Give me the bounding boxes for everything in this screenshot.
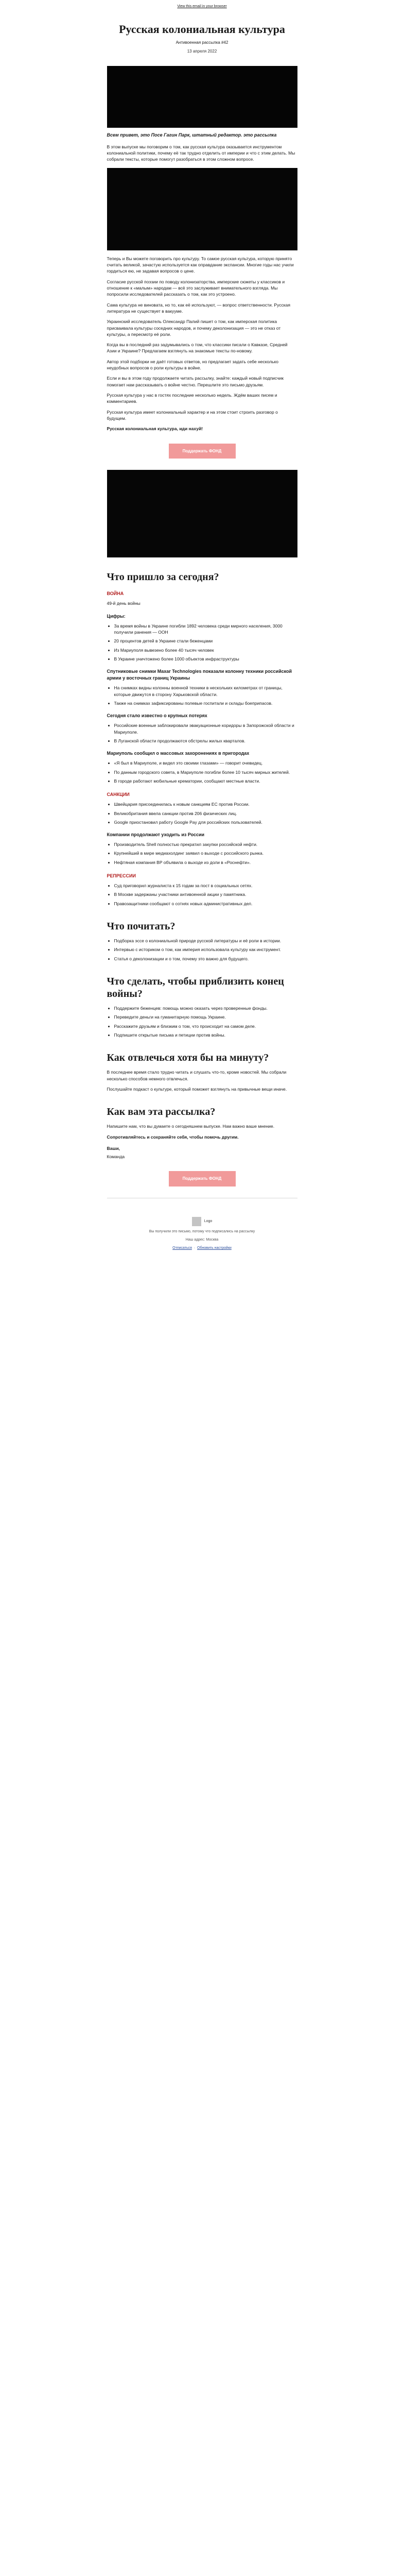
list-item: • Швейцария присоединилась к новым санкциям ЕС против России.	[114, 801, 297, 807]
action-list	[107, 1005, 297, 1038]
mariupol-list	[107, 760, 297, 784]
intro-paragraph: Если и вы в этом году продолжаете читать рассылку, знайте: каждый новый подписчик помогает нам рассказывать о войне честно. Перешлите это письмо друзьям.	[107, 376, 284, 387]
illustration-image	[107, 168, 297, 250]
list-item: • В Луганской области продолжаются обстрелы жилых кварталов.	[114, 738, 297, 744]
distract-paragraph: В последнее время стало трудно читать и слушать что-то, кроме новостей. Мы собрали несколько способов немного отвлечься.	[107, 1070, 287, 1081]
intro-paragraph: Согласие русской поэзии по поводу колонизаторства, имперские сюжеты у классиков и отношение к «малым» народам — всё это заслуживает внимательного взгляда. Мы попросили исследователей рассказать о том, как это устроено.	[107, 279, 285, 297]
newsletter-date: 13 апреля 2022	[187, 49, 217, 54]
list-item: • Великобритания ввела санкции против 206 физических лиц.	[114, 810, 297, 817]
footer-line: Вы получили это письмо, потому что подписались на рассылку	[149, 1230, 255, 1234]
list-item: • «Я был в Мариуполе, и видел это своими глазами» — говорит очевидец.	[114, 760, 297, 766]
list-item: • Суд приговорил журналиста к 15 годам за пост в социальных сетях.	[114, 883, 297, 889]
logo-text: Logo	[204, 1219, 213, 1223]
newsletter-body	[107, 12, 297, 1266]
view-in-browser-link[interactable]: View this email in your browser	[177, 5, 227, 8]
companies-list	[107, 841, 297, 866]
hero-image	[107, 66, 297, 128]
signoff: Ваши,	[107, 1145, 120, 1151]
distract-section-title: Как отвлечься хотя бы на минуту?	[107, 1052, 269, 1064]
repressions-list	[107, 883, 297, 907]
mariupol-heading: Мариуполь сообщил о массовых захоронениях в пригородах	[107, 751, 250, 756]
masthead	[107, 12, 297, 60]
read-list	[107, 938, 297, 962]
intro-paragraph: Русская культура у нас в гостях последние несколько недель. Ждём ваших писем и комментариев.	[107, 393, 277, 404]
war-label: ВОЙНА	[107, 591, 124, 597]
war-day: 49-й день войны	[107, 601, 140, 606]
list-item: • Интервью с историком о том, как империя использовала культуру как инструмент.	[114, 946, 297, 953]
list-item: • Производитель Shell полностью прекратил закупки российской нефти.	[114, 841, 297, 848]
war-section-title: Что пришло за сегодня?	[107, 571, 219, 583]
intro-paragraph: Теперь и Вы можете поговорить про культуру. То самое русская культура, которую принято считать великой, зачастую используется как оправдание экспансии. Многие годы нас учили гордиться ею, не задавая вопросов о цене.	[107, 256, 294, 274]
logo-icon	[192, 1217, 201, 1226]
intro-paragraph: Автор этой подборки не даёт готовых ответов, но предлагает задать себе несколько неудобных вопросов о роли культуры в войне.	[107, 359, 279, 371]
list-item: • Поддержите беженцев: помощь можно оказать через проверенные фонды.	[114, 1005, 297, 1011]
update-preferences-link[interactable]: Обновить настройки	[197, 1246, 232, 1250]
list-item: • Из Мариуполя вывезено более 40 тысяч человек	[114, 647, 297, 653]
list-item: • Google приостановил работу Google Pay для российских пользователей.	[114, 819, 297, 825]
signoff-name: Команда	[107, 1154, 125, 1160]
closing-line: Русская колониальная культура, иди нахуй!	[107, 426, 203, 432]
intro-paragraph: Сама культура не виновата, но то, как её используют, — вопрос ответственности. Русская литература не существует в вакууме.	[107, 302, 290, 314]
read-section-title: Что почитать?	[107, 921, 175, 933]
section-image	[107, 470, 297, 557]
unsubscribe-link[interactable]: Отписаться	[172, 1246, 192, 1250]
facts-list	[107, 623, 297, 663]
list-item: • Расскажите друзьям и близким о том, что происходит на самом деле.	[114, 1023, 297, 1029]
list-item: • За время войны в Украине погибли 1892 человека среди мирного населения, 3000 получили ранения — ООН	[114, 623, 297, 636]
newsletter-title: Русская колониальная культура	[119, 23, 285, 36]
topbar	[0, 0, 404, 12]
action-section-title: Что сделать, чтобы приблизить конец войны?	[107, 976, 284, 1000]
list-item: • Статья о деколонизации и о том, почему это важно для будущего.	[114, 956, 297, 962]
intro-paragraph: Русская культура имеет колониальный характер и на этом стоит строить разговор о будущем.	[107, 409, 278, 421]
feedback-section-title: Как вам эта рассылка?	[107, 1106, 216, 1118]
sanctions-heading: САНКЦИИ	[107, 792, 130, 798]
newsletter-subtitle: Антивоенная рассылка #42	[175, 40, 229, 45]
feedback-paragraph: Напишите нам, что вы думаете о сегодняшнем выпуске. Нам важно ваше мнение.	[107, 1124, 275, 1129]
list-item: • Переведите деньги на гуманитарную помощь Украине.	[114, 1014, 297, 1020]
satellite-heading: Спутниковые снимки Maxar Technologies показали колонну техники российской армии у восточных границ Украины	[107, 669, 292, 681]
list-item: • В городе работают мобильные крематории, сообщают местные власти.	[114, 778, 297, 784]
list-item: • По данным городского совета, в Мариуполе погибли более 10 тысяч мирных жителей.	[114, 769, 297, 775]
list-item: • Подпишите открытые письма и петиции против войны.	[114, 1032, 297, 1038]
today-heading: Сегодня стало известно о крупных потерях	[107, 713, 207, 719]
list-item: • В Украине уничтожено более 1000 объектов инфраструктуры	[114, 656, 297, 662]
intro-paragraph: Украинский исследователь Олександр Палий пишет о том, как имперская политика присваивала культуры соседних народов, и почему деколонизация — это не отказ от культуры, а пересмотр её роли.	[107, 319, 281, 337]
list-item: • Подборка эссе о колониальной природе русской литературы и её роли в истории.	[114, 938, 297, 944]
distract-paragraph: Послушайте подкаст о культуре, который поможет взглянуть на привычные вещи иначе.	[107, 1086, 287, 1092]
greeting: Всем привет, это Посе Гагин Парк, штатный редактор. это рассылка	[107, 132, 277, 138]
facts-title: Цифры:	[107, 613, 126, 619]
support-button[interactable]: Поддержать ФОНД	[169, 444, 236, 459]
repressions-heading: РЕПРЕССИИ	[107, 873, 136, 879]
list-item: • 20 процентов детей в Украине стали беженцами	[114, 638, 297, 644]
feedback-kicker: Сопротивляйтесь и сохраняйте себя, чтобы помочь другим.	[107, 1134, 239, 1140]
support-button[interactable]: Поддержать ФОНД	[169, 1171, 236, 1187]
satellite-list	[107, 685, 297, 706]
intro-paragraph: В этом выпуске мы поговорим о том, как русская культура оказывается инструментом колониальной политики, почему её так трудно отделить от империи и что с этим делать. Мы собрали тексты, которые помогут разобраться в этом сложном вопросе.	[107, 144, 295, 162]
today-list	[107, 722, 297, 744]
list-item: • Российские военные заблокировали эвакуационные коридоры в Запорожской области и Мариуполе.	[114, 722, 297, 735]
companies-heading: Компании продолжают уходить из России	[107, 832, 205, 838]
list-item: • В Москве задержаны участники антивоенной акции у памятника.	[114, 891, 297, 897]
list-item: • На снимках видны колонны военной техники в нескольких километрах от границы, которые движутся в сторону Харьковской области.	[114, 685, 297, 698]
list-item: • Правозащитники сообщают о сотнях новых административных дел.	[114, 901, 297, 907]
list-item: • Нефтяная компания BP объявила о выходе из доли в «Роснефти».	[114, 859, 297, 866]
sanctions-list	[107, 801, 297, 825]
footer-address: Наш адрес: Москва	[185, 1238, 219, 1242]
list-item: • Крупнейший в мире медиахолдинг заявил о выходе с российского рынка.	[114, 850, 297, 856]
intro-paragraph: Когда вы в последний раз задумывались о том, что классики писали о Кавказе, Средней Азии и Украине? Предлагаем взглянуть на знакомые тексты по-новому.	[107, 342, 288, 354]
footer: Logo Вы получили это письмо, потому что подписались на рассылку Наш адрес: Москва Отписаться · Обновить настройки	[107, 1208, 297, 1266]
list-item: • Также на снимках зафиксированы полевые госпитали и склады боеприпасов.	[114, 700, 297, 706]
